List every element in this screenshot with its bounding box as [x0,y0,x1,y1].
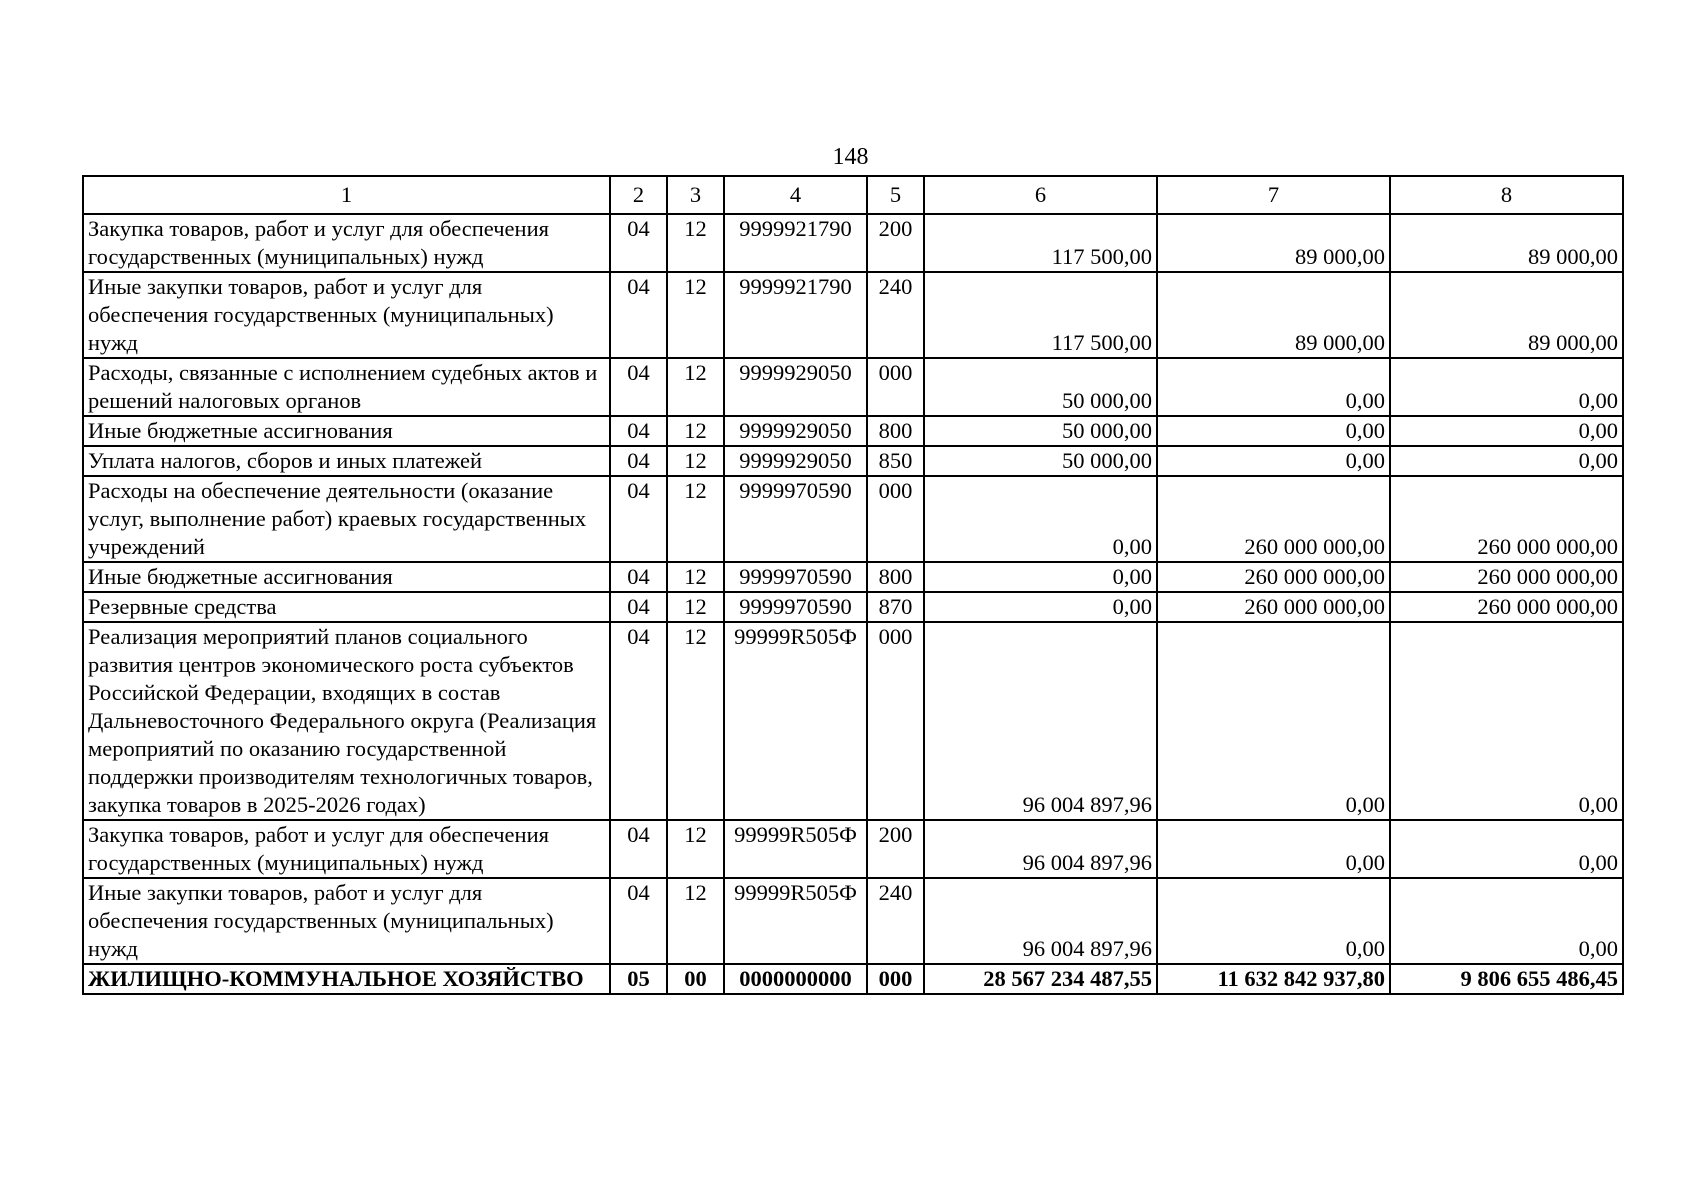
column-number-5: 5 [867,176,924,214]
amount-col7-cell: 0,00 [1157,622,1390,820]
amount-col6-cell: 0,00 [924,562,1157,592]
target-article-code-cell: 9999929050 [724,358,867,416]
amount-col7-cell: 260 000 000,00 [1157,592,1390,622]
amount-col6-cell: 96 004 897,96 [924,820,1157,878]
table-row [83,592,1623,622]
target-article-code-cell: 0000000000 [724,964,867,994]
section-code-cell: 04 [610,622,667,820]
subsection-code-cell: 12 [667,878,724,964]
subsection-code-cell: 12 [667,562,724,592]
amount-col7-cell: 0,00 [1157,820,1390,878]
amount-col6-cell: 0,00 [924,476,1157,562]
amount-col7-cell: 89 000,00 [1157,214,1390,272]
table-row [83,358,1623,416]
amount-col6-cell: 117 500,00 [924,272,1157,358]
table-row [83,964,1623,994]
amount-col7-cell: 0,00 [1157,416,1390,446]
subsection-code-cell: 12 [667,214,724,272]
column-number-8: 8 [1390,176,1623,214]
amount-col7-cell: 260 000 000,00 [1157,562,1390,592]
section-code-cell: 04 [610,476,667,562]
expense-type-code-cell: 850 [867,446,924,476]
subsection-code-cell: 12 [667,272,724,358]
item-name-cell: Иные закупки товаров, работ и услуг для обеспечения государственных (муниципальных) нужд [83,272,610,358]
table-row [83,476,1623,562]
subsection-code-cell: 12 [667,358,724,416]
table-row [83,446,1623,476]
column-number-1: 1 [83,176,610,214]
amount-col7-cell: 260 000 000,00 [1157,476,1390,562]
column-number-3: 3 [667,176,724,214]
section-code-cell: 04 [610,214,667,272]
target-article-code-cell: 9999970590 [724,562,867,592]
expense-type-code-cell: 000 [867,476,924,562]
section-code-cell: 04 [610,358,667,416]
column-number-row [83,176,1623,214]
expense-type-code-cell: 800 [867,416,924,446]
amount-col6-cell: 117 500,00 [924,214,1157,272]
subsection-code-cell: 12 [667,820,724,878]
amount-col7-cell: 89 000,00 [1157,272,1390,358]
table-row [83,416,1623,446]
target-article-code-cell: 9999929050 [724,446,867,476]
table-body [83,176,1623,994]
amount-col8-cell: 0,00 [1390,820,1623,878]
item-name-cell: Расходы, связанные с исполнением судебных актов и решений налоговых органов [83,358,610,416]
item-name-cell: Иные бюджетные ассигнования [83,562,610,592]
column-number-2: 2 [610,176,667,214]
item-name-cell: Резервные средства [83,592,610,622]
table-row [83,214,1623,272]
amount-col8-cell: 89 000,00 [1390,272,1623,358]
amount-col6-cell: 96 004 897,96 [924,622,1157,820]
amount-col6-cell: 50 000,00 [924,416,1157,446]
amount-col8-cell: 0,00 [1390,416,1623,446]
amount-col7-cell: 11 632 842 937,80 [1157,964,1390,994]
amount-col6-cell: 50 000,00 [924,446,1157,476]
subsection-code-cell: 12 [667,476,724,562]
amount-col8-cell: 0,00 [1390,358,1623,416]
section-code-cell: 04 [610,878,667,964]
budget-table [82,175,1624,995]
section-code-cell: 04 [610,820,667,878]
amount-col6-cell: 96 004 897,96 [924,878,1157,964]
table-row [83,622,1623,820]
column-number-6: 6 [924,176,1157,214]
item-name-cell: Закупка товаров, работ и услуг для обеспечения государственных (муниципальных) нужд [83,214,610,272]
table-row [83,820,1623,878]
expense-type-code-cell: 870 [867,592,924,622]
amount-col8-cell: 89 000,00 [1390,214,1623,272]
table-row [83,272,1623,358]
section-code-cell: 04 [610,562,667,592]
item-name-cell: Расходы на обеспечение деятельности (оказание услуг, выполнение работ) краевых государственных учреждений [83,476,610,562]
amount-col8-cell: 9 806 655 486,45 [1390,964,1623,994]
section-code-cell: 04 [610,592,667,622]
expense-type-code-cell: 000 [867,622,924,820]
target-article-code-cell: 9999970590 [724,476,867,562]
section-code-cell: 04 [610,416,667,446]
table-row [83,562,1623,592]
column-number-7: 7 [1157,176,1390,214]
expense-type-code-cell: 200 [867,820,924,878]
item-name-cell: Иные бюджетные ассигнования [83,416,610,446]
subsection-code-cell: 12 [667,622,724,820]
table-row [83,878,1623,964]
amount-col6-cell: 28 567 234 487,55 [924,964,1157,994]
amount-col8-cell: 0,00 [1390,622,1623,820]
page-number: 148 [832,144,869,170]
item-name-cell: Уплата налогов, сборов и иных платежей [83,446,610,476]
amount-col7-cell: 0,00 [1157,878,1390,964]
column-number-4: 4 [724,176,867,214]
expense-type-code-cell: 000 [867,964,924,994]
item-name-cell: Закупка товаров, работ и услуг для обеспечения государственных (муниципальных) нужд [83,820,610,878]
expense-type-code-cell: 240 [867,878,924,964]
target-article-code-cell: 99999R505Ф [724,820,867,878]
amount-col6-cell: 50 000,00 [924,358,1157,416]
item-name-cell: ЖИЛИЩНО-КОММУНАЛЬНОЕ ХОЗЯЙСТВО [83,964,610,994]
expense-type-code-cell: 240 [867,272,924,358]
amount-col8-cell: 260 000 000,00 [1390,476,1623,562]
amount-col8-cell: 260 000 000,00 [1390,592,1623,622]
target-article-code-cell: 99999R505Ф [724,622,867,820]
amount-col8-cell: 0,00 [1390,446,1623,476]
target-article-code-cell: 9999921790 [724,272,867,358]
section-code-cell: 05 [610,964,667,994]
expense-type-code-cell: 200 [867,214,924,272]
amount-col7-cell: 0,00 [1157,358,1390,416]
target-article-code-cell: 9999929050 [724,416,867,446]
section-code-cell: 04 [610,446,667,476]
section-code-cell: 04 [610,272,667,358]
target-article-code-cell: 9999921790 [724,214,867,272]
expense-type-code-cell: 000 [867,358,924,416]
subsection-code-cell: 00 [667,964,724,994]
item-name-cell: Реализация мероприятий планов социального развития центров экономического роста субъектов Российской Федерации, входящих в состав Дальневосточного Федерального округа (Реализация мероприятий по оказанию государственной поддержки производителям технологичных товаров, закупка товаров в 2025-2026 годах) [83,622,610,820]
amount-col8-cell: 0,00 [1390,878,1623,964]
amount-col7-cell: 0,00 [1157,446,1390,476]
subsection-code-cell: 12 [667,446,724,476]
amount-col6-cell: 0,00 [924,592,1157,622]
target-article-code-cell: 9999970590 [724,592,867,622]
item-name-cell: Иные закупки товаров, работ и услуг для обеспечения государственных (муниципальных) нужд [83,878,610,964]
expense-type-code-cell: 800 [867,562,924,592]
subsection-code-cell: 12 [667,416,724,446]
amount-col8-cell: 260 000 000,00 [1390,562,1623,592]
target-article-code-cell: 99999R505Ф [724,878,867,964]
subsection-code-cell: 12 [667,592,724,622]
